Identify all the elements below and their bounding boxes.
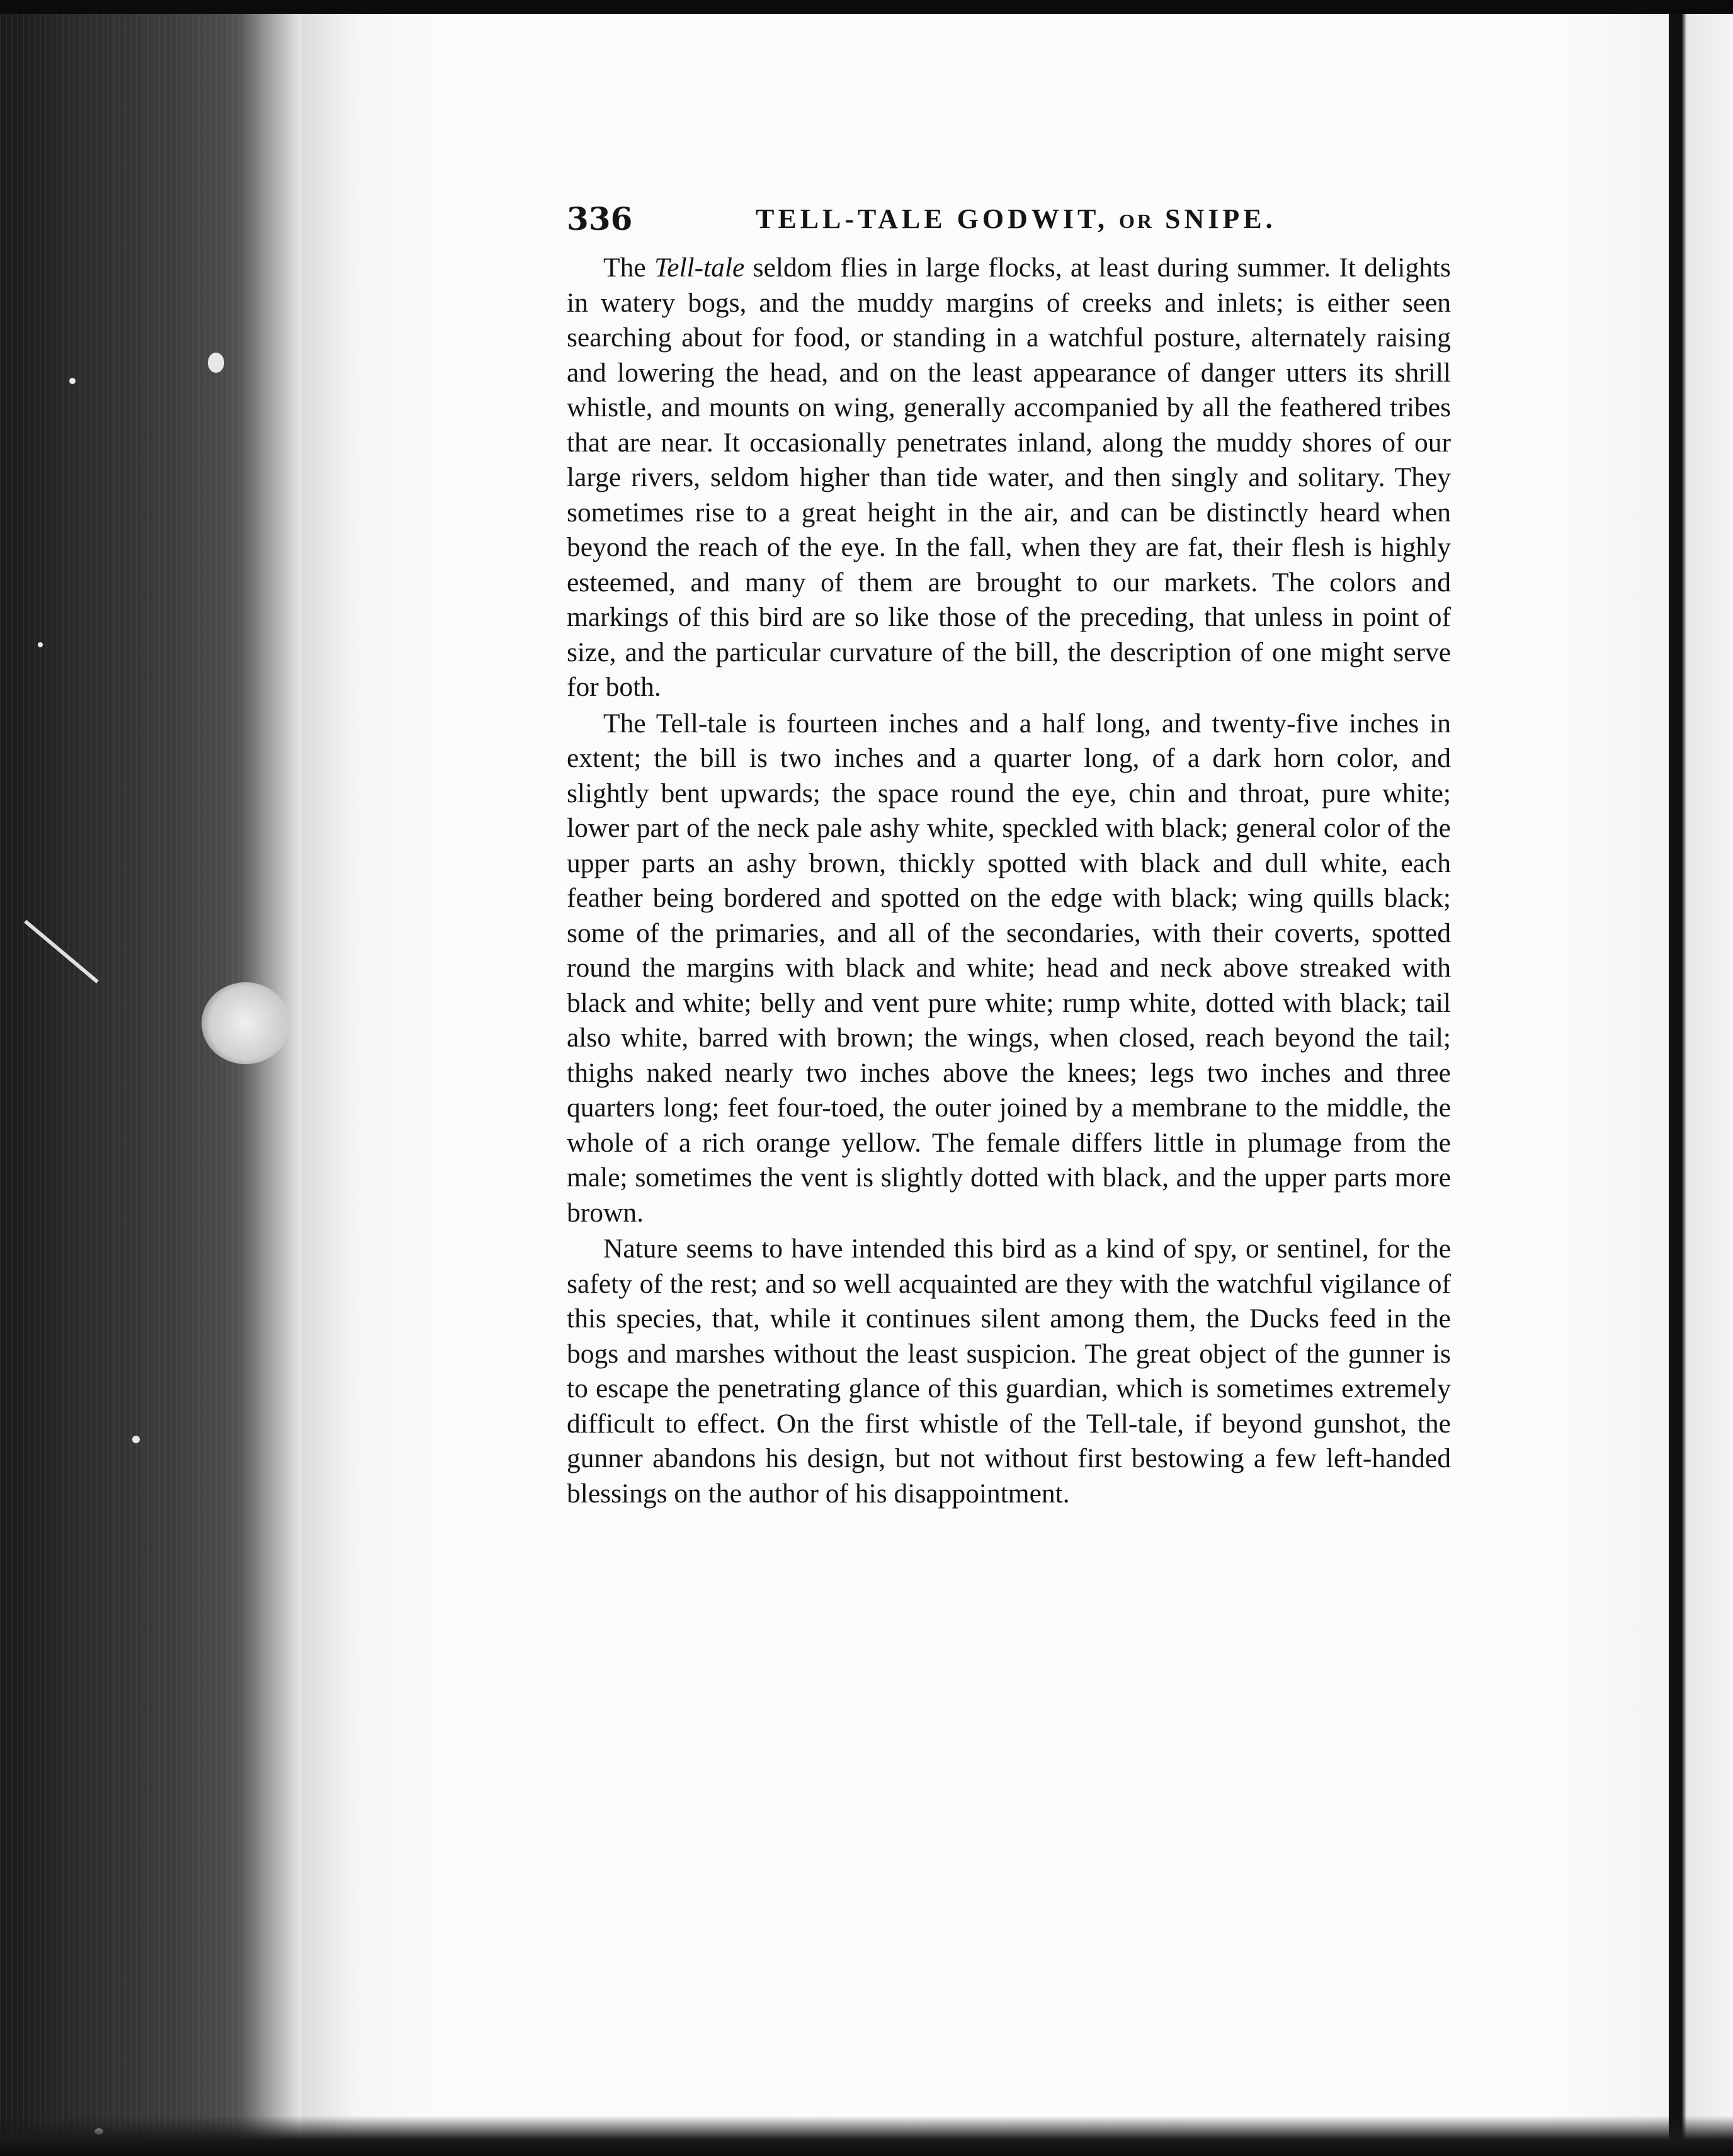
- paragraph-2: The Tell-tale is fourteen inches and a half long, and twenty-five inches in extent; the bill is two inches and a quarter long, of a dark horn color, and slightly bent upwards; the space round the eye, chin and throat, pure white; lower part of the neck pale ashy white, speckled with black; general color of the upper parts an ashy brown, thickly spotted with black and dull white, each feather being bordered and spotted on the edge with black; wing quills black; some of the primaries, and all of the secondaries, with their coverts, spotted round the margins with black and white; head and neck above streaked with black and white; belly and vent pure white; rump white, dotted with black; tail also white, barred with brown; the wings, when closed, reach beyond the tail; thighs naked nearly two inches above the knees; legs two inches and three quarters long; feet four-toed, the outer joined by a membrane to the middle, the whole of a rich orange yellow. The female differs little in plumage from the male; sometimes the vent is slightly dotted with black, and the upper parts more brown.: [567, 708, 1451, 1228]
- scan-top-border: [0, 0, 1733, 14]
- paragraph-1: [567, 251, 1451, 705]
- page-stack-edge: [239, 0, 309, 2156]
- dust-speck: [69, 378, 76, 384]
- paragraph-1-lead: The: [603, 252, 654, 283]
- page-header-title: [756, 203, 1276, 235]
- running-head: [567, 200, 1448, 238]
- paragraph-3: Nature seems to have intended this bird as a kind of spy, or sentinel, for the safety of the rest; and so well acquainted are they with the watchful vigilance of this species, that, while it continues silent among them, the Ducks feed in the bogs and marshes without the least suspicion. The great object of the gunner is to escape the penetrating glance of this guardian, which is sometimes extremely difficult to effect. On the first whistle of the Tell-tale, if beyond gunshot, the gunner abandons his design, but not without first bestowing a few left-handed blessings on the author of his disappointment.: [567, 1234, 1451, 1509]
- header-title-end: SNIPE.: [1165, 203, 1276, 234]
- page-number: 336: [567, 200, 633, 237]
- dust-speck: [132, 1436, 140, 1443]
- dust-speck: [208, 353, 224, 373]
- paragraph-1-text: seldom flies in large flocks, at least during summer. It delights in watery bogs, and the muddy margins of creeks and inlets; is either seen searching about for food, or standing in a watchful posture, alternately raising and lowering the head, and on the least appearance of danger utters its shrill whistle, and mounts on wing, generally accompanied by all the feathered tribes that are near. It occasionally penetrates inland, along the muddy shores of our large rivers, seldom higher than tide water, and then singly and solitary. They sometimes rise to a great height in the air, and can be distinctly heard when beyond the reach of the eye. In the fall, when they are fat, their flesh is highly esteemed, and many of them are brought to our markets. The colors and markings of this bird are so like those of the preceding, that unless in point of size, and the particular curvature of the bill, the description of one might serve for both.: [567, 252, 1451, 702]
- header-title-connector: OR: [1119, 210, 1155, 232]
- paragraph-1-italic: Tell-tale: [654, 252, 745, 283]
- facing-page-edge: [1669, 0, 1733, 2156]
- dust-speck: [38, 642, 43, 647]
- scan-bottom-border: [0, 2116, 1733, 2156]
- body-text: [567, 251, 1451, 1511]
- stain-mark: [202, 982, 290, 1064]
- header-title-main: TELL-TALE GODWIT,: [756, 203, 1109, 234]
